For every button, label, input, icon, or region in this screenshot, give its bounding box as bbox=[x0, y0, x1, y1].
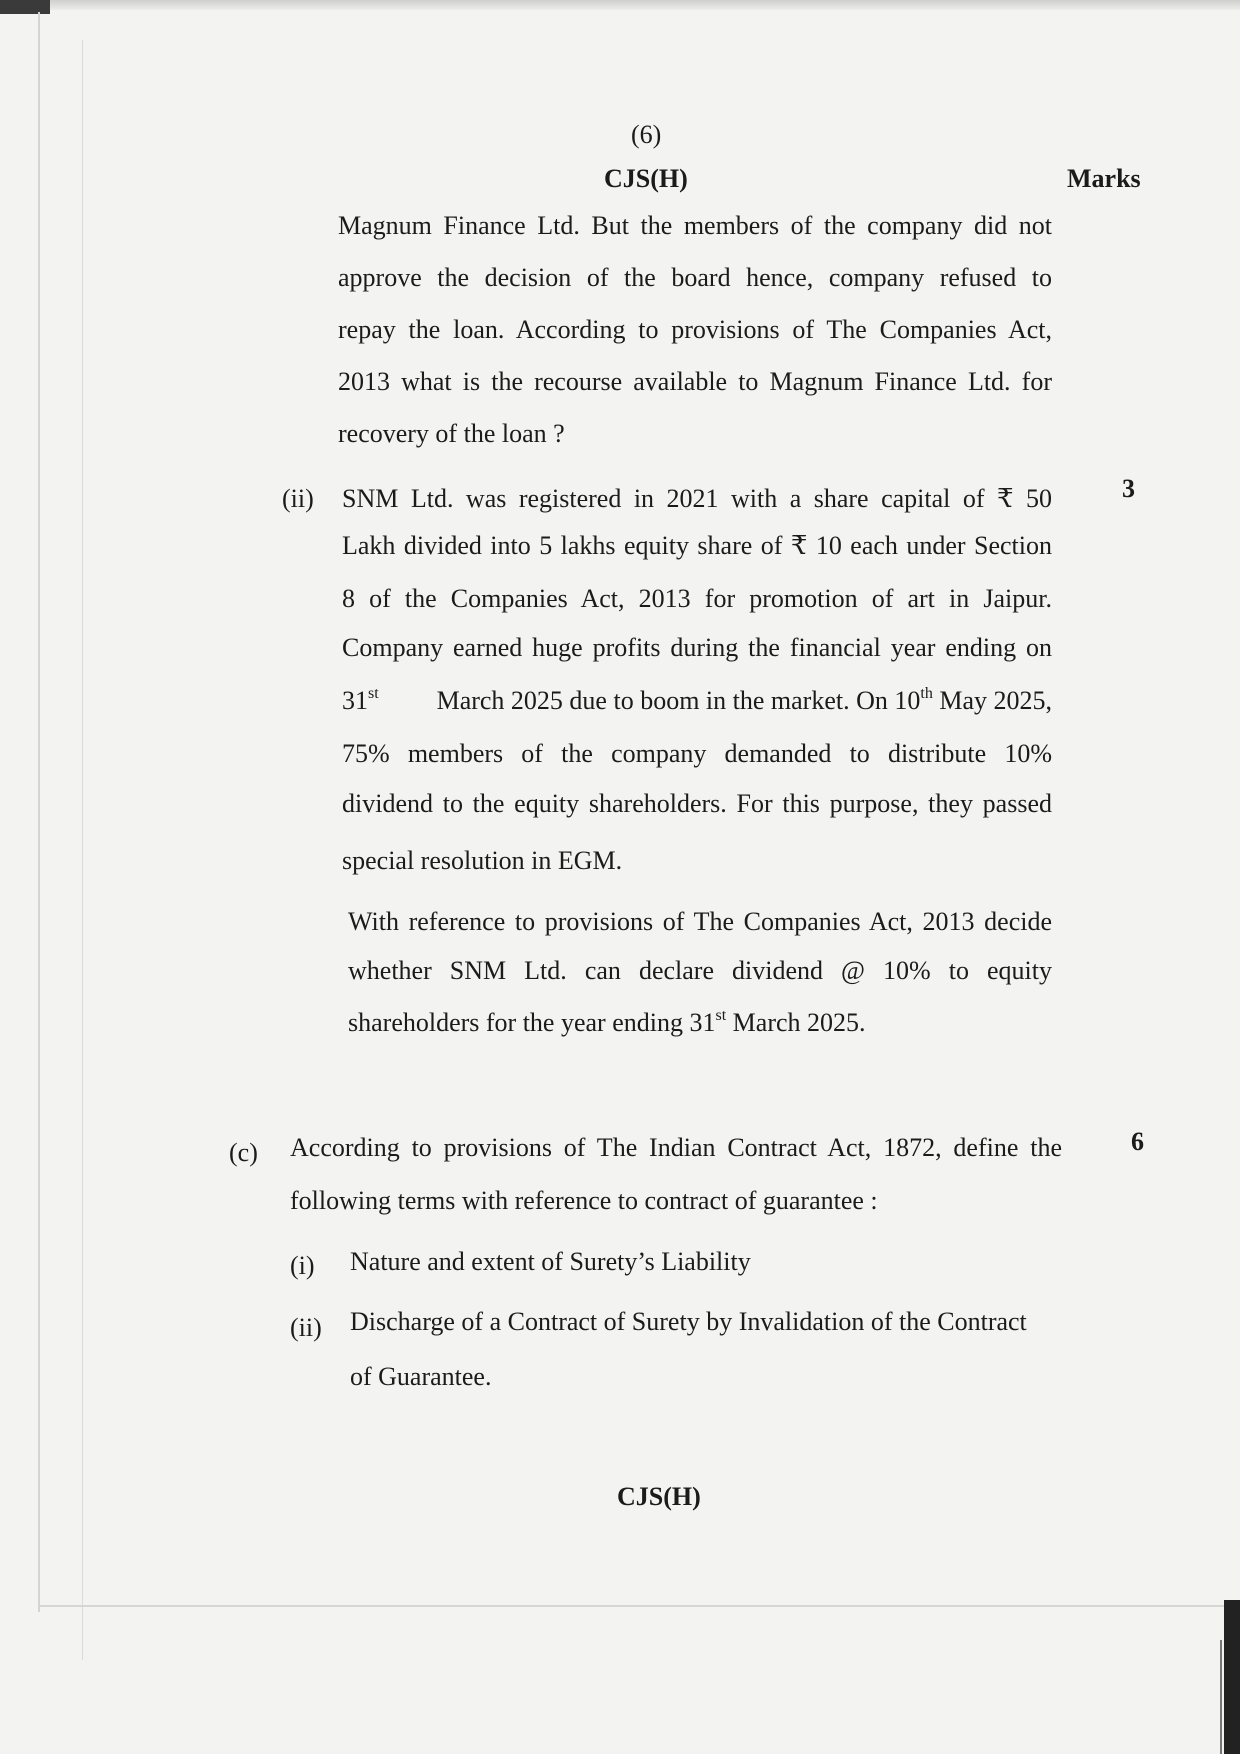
page-number: (6) bbox=[631, 120, 662, 149]
paragraph-line: repay the loan. According to provisions of The Companies Act, bbox=[338, 315, 1052, 344]
scan-edge-right bbox=[1224, 1600, 1240, 1754]
scan-edge-left-inner bbox=[82, 40, 83, 1660]
sub-item-text: Discharge of a Contract of Surety by Invalidation of the Contract bbox=[350, 1307, 1027, 1336]
marks-heading: Marks bbox=[1067, 164, 1141, 193]
scan-edge-bottom bbox=[40, 1605, 1230, 1607]
sub-item-label: (i) bbox=[290, 1251, 315, 1280]
question-line: With reference to provisions of The Companies Act, 2013 decide bbox=[348, 907, 1052, 936]
paragraph-line: Lakh divided into 5 lakhs equity share of ₹ 10 each under Section bbox=[342, 531, 1052, 560]
paragraph-line: 75% members of the company demanded to distribute 10% bbox=[342, 739, 1052, 768]
marks-c: 6 bbox=[1131, 1127, 1144, 1156]
question-line: According to provisions of The Indian Contract Act, 1872, define the bbox=[290, 1133, 1062, 1162]
scan-edge-corner bbox=[0, 0, 50, 14]
paragraph-line: recovery of the loan ? bbox=[338, 419, 565, 448]
paper-code-header: CJS(H) bbox=[604, 164, 688, 193]
question-label-b-ii: (ii) bbox=[282, 484, 314, 513]
question-label-c: (c) bbox=[229, 1138, 258, 1167]
paragraph-line: 2013 what is the recourse available to Magnum Finance Ltd. for bbox=[338, 367, 1052, 396]
scan-edge-right-line bbox=[1220, 1640, 1222, 1754]
sub-item-label: (ii) bbox=[290, 1313, 322, 1342]
date-10th-may-2025: March 2025 due to boom in the market. On 10th May 2025, bbox=[436, 685, 1052, 715]
paragraph-line: approve the decision of the board hence, company refused to bbox=[338, 263, 1052, 292]
question-line: shareholders for the year ending 31st March 2025. bbox=[348, 1007, 866, 1037]
paragraph-line: Company earned huge profits during the financial year ending on bbox=[342, 633, 1052, 662]
marks-b-ii: 3 bbox=[1122, 474, 1135, 503]
paragraph-line: Magnum Finance Ltd. But the members of the company did not bbox=[338, 211, 1052, 240]
paragraph-line-dates bbox=[342, 686, 1052, 716]
paragraph-line: 8 of the Companies Act, 2013 for promotion of art in Jaipur. bbox=[342, 584, 1052, 613]
sub-item-text: Nature and extent of Surety’s Liability bbox=[350, 1247, 751, 1276]
sub-item-text: of Guarantee. bbox=[350, 1362, 492, 1391]
question-line: whether SNM Ltd. can declare dividend @ 10% to equity bbox=[348, 956, 1052, 985]
paper-code-footer: CJS(H) bbox=[617, 1482, 701, 1511]
scan-edge-top bbox=[0, 0, 1240, 10]
paragraph-line: dividend to the equity shareholders. For this purpose, they passed bbox=[342, 789, 1052, 818]
scan-edge-left bbox=[38, 12, 40, 1612]
paragraph-line: SNM Ltd. was registered in 2021 with a share capital of ₹ 50 bbox=[342, 484, 1052, 513]
date-31st-march-2025: 31st bbox=[342, 685, 379, 715]
paragraph-line: special resolution in EGM. bbox=[342, 846, 623, 875]
question-line: following terms with reference to contract of guarantee : bbox=[290, 1186, 878, 1215]
